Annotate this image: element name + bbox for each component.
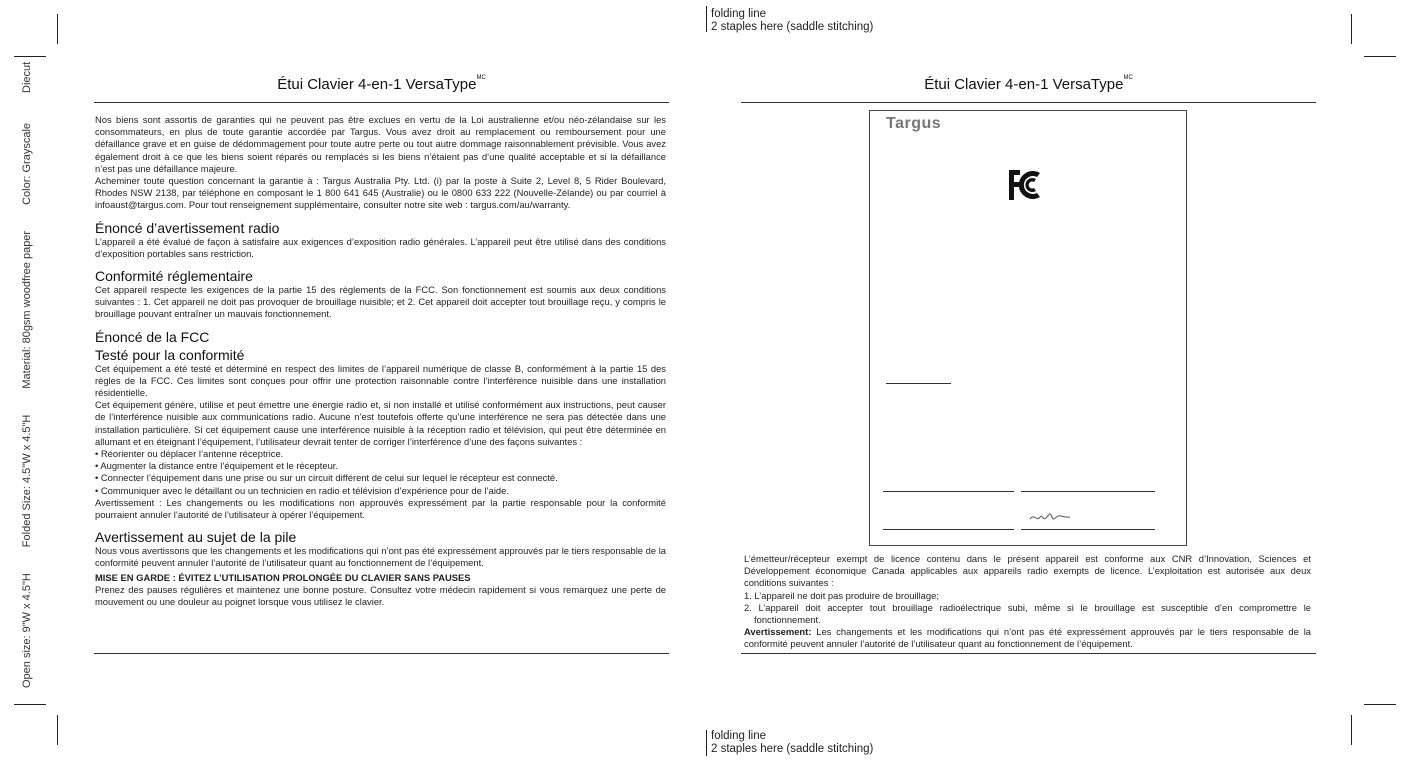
tested-paragraph: Cet équipement a été testé et déterminé en respect des limites de l’appareil numérique de classe B, conformément à la partie 15 des règles de la FCC. Ces limites sont conçues pour offrir une protection raisonnable contre l’interférence nuisible dans une installation résidentielle.	[95, 362, 666, 399]
signature-icon	[1028, 509, 1072, 525]
fold-note-top	[711, 8, 873, 34]
signature-line	[1021, 491, 1155, 492]
crop-mark	[14, 704, 46, 705]
fcc-logo-icon	[1006, 167, 1050, 203]
crop-mark	[57, 14, 58, 44]
staples-label: 2 staples here (saddle stitching)	[711, 743, 874, 755]
fcc-declaration-box	[869, 110, 1187, 546]
warning-text: Les changements et les modifications qui n’ont pas été expressément approuvés par le tiers responsable de la conformité peuvent annuler l’autorité de l’utilisateur quant au fonctionnement de l’équipement.	[744, 626, 1311, 650]
warning-label: Avertissement:	[744, 626, 812, 638]
title-rule	[741, 102, 1316, 103]
targus-logo: Targus	[886, 115, 942, 132]
signature-line	[883, 529, 1014, 530]
color-label: Color: Grayscale	[21, 122, 33, 205]
trademark-mark: MC	[476, 75, 486, 81]
crop-mark	[1351, 715, 1352, 745]
trademark-mark: MC	[1123, 75, 1133, 81]
bullet-item: • Communiquer avec le détaillant ou un technicien en radio et télévision d’expérience pour de l’aide.	[95, 484, 509, 496]
condition-item: 2. L’appareil doit accepter tout brouillage radioélectrique subi, même si le brouillage est susceptible d’en compromettre le fonctionnement.	[744, 601, 1311, 626]
crop-mark	[14, 56, 46, 57]
compliance-heading: Conformité réglementaire	[95, 268, 253, 285]
bullet-item: • Réorienter ou déplacer l’antenne réceptrice.	[95, 448, 284, 460]
bullet-item: • Augmenter la distance entre l’équipement et le récepteur.	[95, 460, 339, 472]
warning-paragraph: Avertissement : Les changements ou les modifications non approuvés expressément par la partie responsable pour la conformité pourraient annuler l’autorité de l’utilisateur à opérer l’équipement.	[95, 496, 666, 521]
bottom-rule	[94, 653, 669, 654]
ised-paragraph: L’émetteur/récepteur exempt de licence contenu dans le présent appareil est conforme aux CNR d’Innovation, Sciences et Développement économique Canada applicables aux appareils radio exempts de licence. L’exploitation est autorisée aux deux conditions suivantes :	[744, 553, 1311, 589]
material-label: Material: 80gsm woodfree paper	[21, 230, 33, 389]
compliance-paragraph: Cet appareil respecte les exigences de la partie 15 des règlements de la FCC. Son fonctionnement est soumis aux deux conditions suivantes : 1. Cet appareil ne doit pas provoquer de brouillage nuisible; et 2. Cet appareil doit accepter tout brouillage reçu, y compris le brouillage pouvant entraîner un mauvais fonctionnement.	[95, 284, 666, 320]
signature-line	[1021, 529, 1155, 530]
fold-line-label: folding line	[711, 8, 766, 20]
crop-mark	[1351, 14, 1352, 44]
signature-line	[886, 383, 951, 384]
print-specs-sidebar	[4, 61, 33, 688]
diecut-label: Diecut	[21, 61, 33, 93]
staples-label: 2 staples here (saddle stitching)	[711, 21, 874, 33]
bullet-item: • Connecter l’équipement dans une prise ou sur un circuit différent de celui sur lequel le récepteur est connecté.	[95, 472, 558, 484]
fold-note-bottom	[711, 730, 873, 756]
left-page-title: Étui Clavier 4-en-1 VersaType$^{MC}$	[277, 75, 486, 93]
ised-statement	[744, 553, 1311, 651]
right-page-title: Étui Clavier 4-en-1 VersaType$^{MC}$	[924, 75, 1133, 93]
bottom-rule	[741, 653, 1316, 654]
open-size-label: Open size: 9"W x 4.5"H	[21, 573, 33, 688]
title-rule	[94, 102, 669, 103]
warranty-contact-paragraph: Acheminer toute question concernant la garantie à : Targus Australia Pty. Ltd. (i) par la poste à Suite 2, Level 8, 5 Rider Boulevard, Rhodes NSW 2138, par téléphone en composant le 1 800 641 645 (Australie) ou le 0800 633 222 (Nouvelle-Zélande) ou par courriel à infoaust@targus.com. Pour tout renseignement supplémentaire, consulter notre site web : targus.com/au/warranty.	[95, 175, 666, 211]
caution-heading: MISE EN GARDE : ÉVITEZ L’UTILISATION PROLONGÉE DU CLAVIER SANS PAUSES	[95, 571, 471, 583]
tested-heading: Testé pour la conformité	[95, 346, 245, 363]
ised-warning	[744, 626, 1311, 650]
interference-paragraph: Cet équipement génère, utilise et peut émettre une énergie radio et, si non installé et utilisé conformément aux instructions, peut causer de l’interférence nuisible aux communications radio. Aucune n’est toutefois offerte qu’une interférence ne sera pas détectée dans une installation particulière. Si cet équipement cause une interférence nuisible à la réception radio et télévision, qui peut être déterminée en allumant et en éteignant l’équipement, l’utilisateur devrait tenter de corriger l’interférence d’une des façons suivantes :	[95, 399, 666, 447]
fold-line-label: folding line	[711, 730, 766, 742]
radio-paragraph: L’appareil a été évalué de façon à satisfaire aux exigences d’exposition radio générales. L’appareil peut être utilisé dans des conditions d’exposition portables sans restriction.	[95, 235, 666, 259]
caution-paragraph: Prenez des pauses régulières et maintenez une bonne posture. Consultez votre médecin rapidement si vous remarquez une perte de mouvement ou une douleur au poignet lorsque vous utilisez le clavier.	[95, 583, 666, 608]
warranty-paragraph: Nos biens sont assortis de garanties qui ne peuvent pas être exclues en vertu de la Loi australienne et/ou néo-zélandaise sur les consommateurs, en plus de toute garantie accordée par Targus. Vous avez droit au remplacement ou remboursement pour une défaillance grave et en guise de dédommagement pour toute autre perte ou tout autre dommage raisonnablement prévisible. Vous avez également droit à ce que les biens soient réparés ou remplacés si les biens n’étaient pas d’une qualité acceptable et si la défaillance n’est pas une défaillance majeure.	[95, 114, 666, 174]
crop-mark	[57, 715, 58, 745]
folded-size-label: Folded Size: 4.5"W x 4.5"H	[21, 414, 33, 548]
battery-heading: Avertissement au sujet de la pile	[95, 529, 297, 546]
condition-item: 1. L’appareil ne doit pas produire de brouillage;	[744, 589, 939, 601]
left-page-body	[95, 114, 666, 608]
battery-paragraph: Nous vous avertissons que les changements et les modifications qui n’ont pas été expressément approuvés par le tiers responsable de la conformité peuvent annuler l’autorité de l’utilisateur quant au fonctionnement de l’équipement.	[95, 545, 666, 569]
signature-line	[883, 491, 1014, 492]
fcc-heading: Énoncé de la FCC	[95, 328, 210, 345]
fold-marker	[706, 730, 707, 756]
crop-mark	[1364, 704, 1396, 705]
crop-mark	[1364, 56, 1396, 57]
radio-heading: Énoncé d’avertissement radio	[95, 219, 280, 236]
fold-marker	[706, 6, 707, 32]
